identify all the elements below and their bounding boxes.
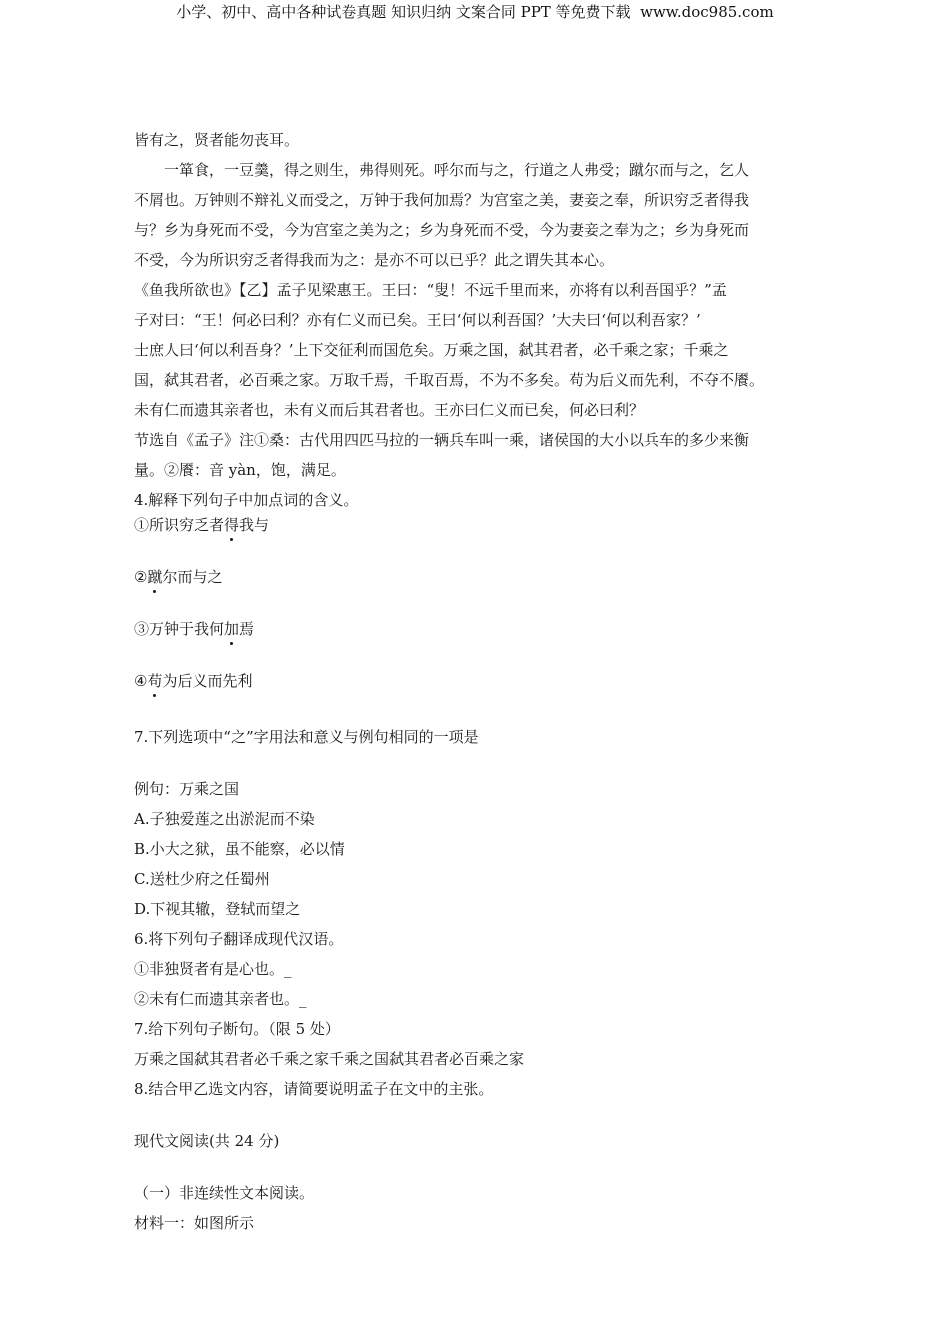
question-4-item bbox=[134, 515, 269, 535]
passage-line: 皆有之，贤者能勿丧耳。 bbox=[134, 131, 300, 149]
question-4-item bbox=[134, 567, 222, 587]
section-heading: 现代文阅读(共 24 分) bbox=[134, 1132, 280, 1150]
passage-line: 一箪食，一豆羹，得之则生，弗得则死。呼尔而与之，行道之人弗受；蹴尔而与之，乞人 bbox=[164, 161, 750, 179]
item-text: ② bbox=[134, 568, 148, 586]
question-4-item bbox=[134, 619, 254, 639]
item-text: ①所识穷乏者 bbox=[134, 516, 225, 534]
question-4-item bbox=[134, 671, 252, 691]
question-7b-title: 7.给下列句子断句。（限 5 处） bbox=[134, 1020, 340, 1038]
header-site: www.doc985.com bbox=[640, 3, 774, 21]
dotted-word: 蹴 bbox=[147, 568, 163, 586]
example-sentence: 例句：万乘之国 bbox=[134, 780, 240, 798]
item-text: ③万钟于我何 bbox=[134, 620, 225, 638]
translate-item: ②未有仁而遗其亲者也。_ bbox=[134, 990, 307, 1008]
dotted-word: 苟 bbox=[147, 672, 163, 690]
material-label: 材料一：如图所示 bbox=[134, 1214, 255, 1232]
passage-line: 节选自《孟子》注①桑：古代用四匹马拉的一辆兵车叫一乘，诸侯国的大小以兵车的多少来衡 bbox=[134, 431, 750, 449]
passage-line: 量。②餍：音 yàn，饱，满足。 bbox=[134, 461, 346, 479]
passage-line: 国，弑其君者，必百乘之家。万取千焉，千取百焉，不为不多矣。苟为后义而先利，不夺不餍。 bbox=[134, 371, 765, 389]
passage-line: 不受，今为所识穷乏者得我而为之：是亦不可以已乎？此之谓失其本心。 bbox=[134, 251, 615, 269]
option-d: D.下视其辙，登轼而望之 bbox=[134, 900, 301, 918]
subsection-heading: （一）非连续性文本阅读。 bbox=[134, 1184, 315, 1202]
item-text: 为后义而先利 bbox=[162, 672, 253, 690]
punctuation-text: 万乘之国弑其君者必千乘之家千乘之国弑其君者必百乘之家 bbox=[134, 1050, 525, 1068]
item-text: 我与 bbox=[239, 516, 270, 534]
dotted-word: 得 bbox=[224, 516, 240, 534]
translate-item: ①非独贤者有是心也。_ bbox=[134, 960, 292, 978]
header-text: 小学、初中、高中各种试卷真题 知识归纳 文案合同 PPT 等免费下载 bbox=[176, 3, 631, 21]
item-text: 焉 bbox=[239, 620, 255, 638]
option-b: B.小大之狱，虽不能察，必以情 bbox=[134, 840, 345, 858]
item-text: 尔而与之 bbox=[162, 568, 223, 586]
option-c: C.送杜少府之任蜀州 bbox=[134, 870, 270, 888]
question-4-title: 4.解释下列句子中加点词的含义。 bbox=[134, 491, 359, 509]
passage-line: 与？乡为身死而不受，今为宫室之美为之；乡为身死而不受，今为妻妾之奉为之；乡为身死而 bbox=[134, 221, 750, 239]
passage-line: 未有仁而遗其亲者也，未有义而后其君者也。王亦曰仁义而已矣，何必曰利？ bbox=[134, 401, 645, 419]
passage-line: 子对曰：“王！何必曰利？亦有仁义而已矣。王曰‘何以利吾国？’大夫曰‘何以利吾家？’ bbox=[134, 311, 701, 329]
question-7-title: 7.下列选项中“之”字用法和意义与例句相同的一项是 bbox=[134, 728, 479, 746]
passage-line: 士庶人曰‘何以利吾身？’上下交征利而国危矣。万乘之国，弑其君者，必千乘之家；千乘之 bbox=[134, 341, 729, 359]
question-8-title: 8.结合甲乙选文内容，请简要说明孟子在文中的主张。 bbox=[134, 1080, 494, 1098]
item-text: ④ bbox=[134, 672, 148, 690]
page-header bbox=[0, 2, 950, 22]
passage-line: 不屑也。万钟则不辩礼义而受之，万钟于我何加焉？为宫室之美，妻妾之奉，所识穷乏者得我 bbox=[134, 191, 750, 209]
option-a: A.子独爱莲之出淤泥而不染 bbox=[134, 810, 315, 828]
dotted-word: 加 bbox=[224, 620, 240, 638]
question-6-title: 6.将下列句子翻译成现代汉语。 bbox=[134, 930, 344, 948]
passage-line: 《鱼我所欲也》【乙】孟子见梁惠王。王曰：“叟！不远千里而来，亦将有以利吾国乎？”孟 bbox=[134, 281, 727, 299]
